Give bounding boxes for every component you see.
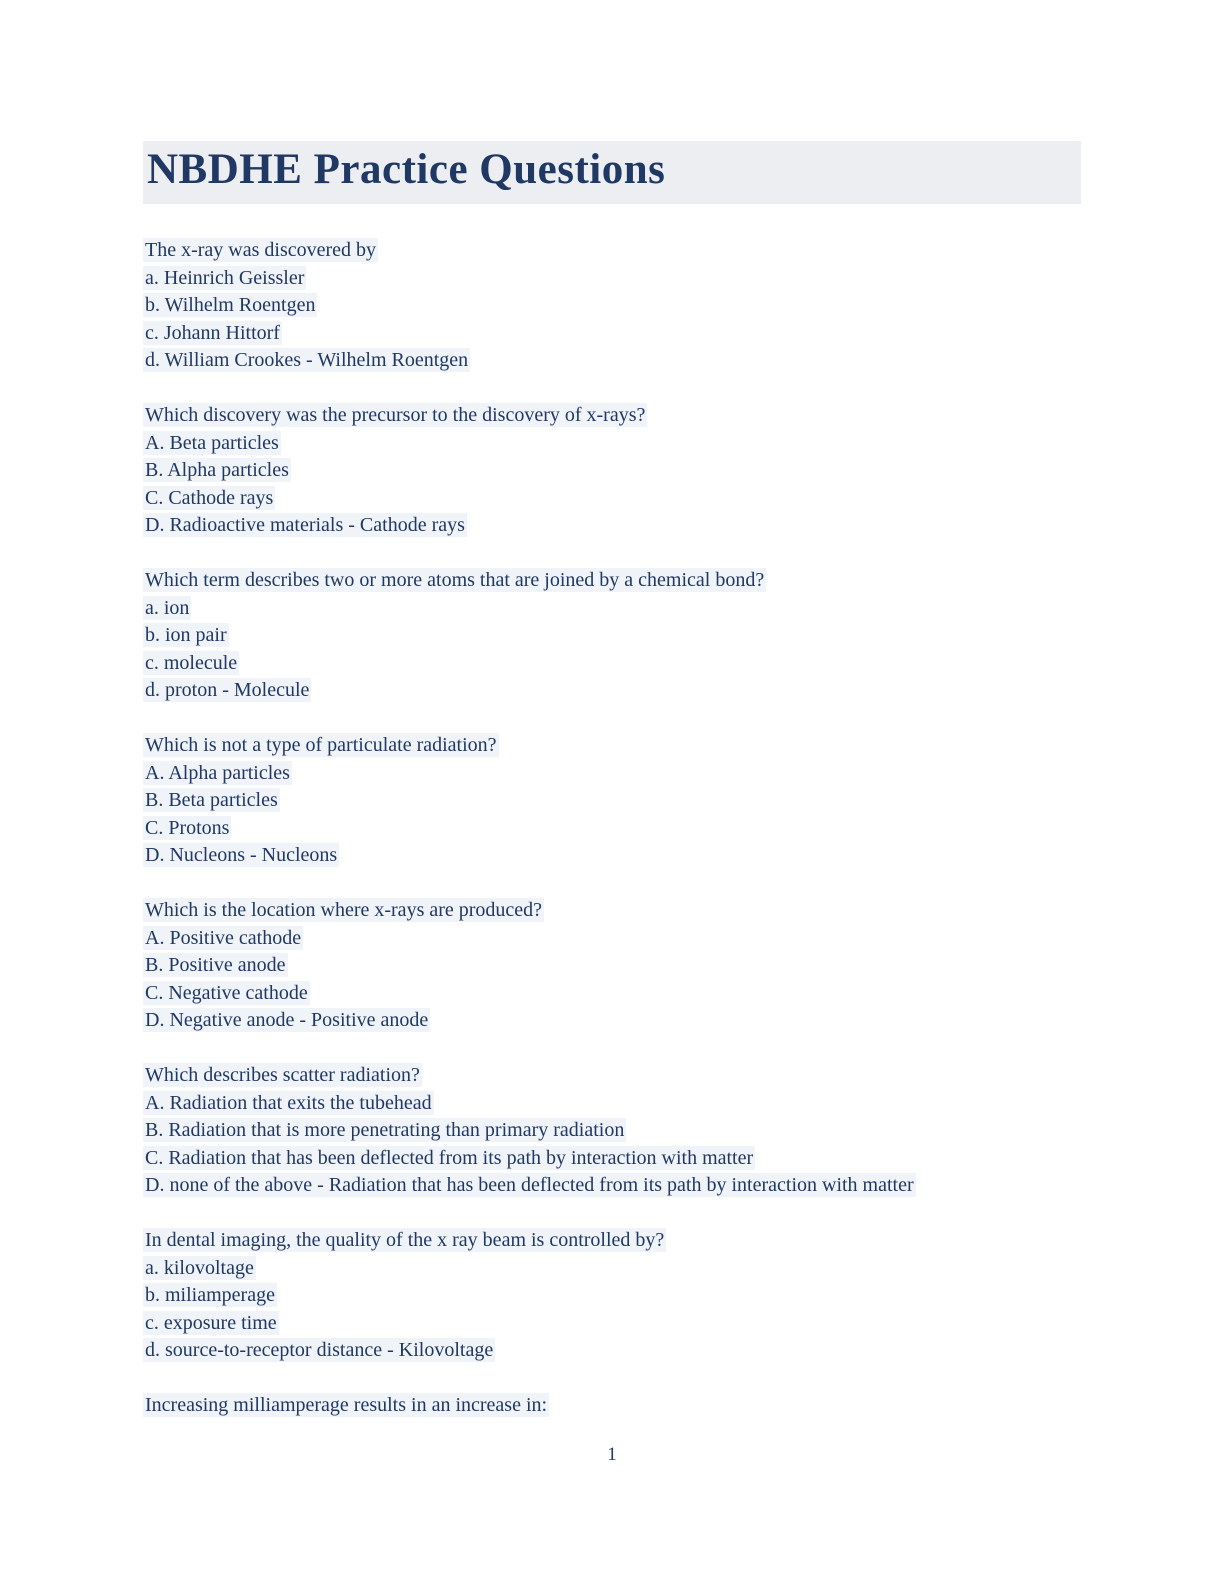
answer-option-line bbox=[143, 1007, 1081, 1035]
answer-option-line bbox=[143, 1145, 1081, 1173]
question-block bbox=[143, 1392, 1081, 1420]
question-text: Which describes scatter radiation? bbox=[145, 1064, 420, 1086]
answer-option: c. Johann Hittorf bbox=[145, 321, 280, 344]
question-block bbox=[143, 567, 1081, 705]
answer-option-line bbox=[143, 787, 1081, 815]
answer-option-line bbox=[143, 760, 1081, 788]
answer-option: C. Radiation that has been deflected from its path by interaction with matter bbox=[145, 1146, 754, 1169]
answer-option-line bbox=[143, 677, 1081, 705]
question-text: Which is not a type of particulate radiation? bbox=[145, 734, 497, 756]
answer-option-line bbox=[143, 1310, 1081, 1338]
answer-option: B. Beta particles bbox=[145, 789, 278, 811]
question-block bbox=[143, 1227, 1081, 1365]
answer-option: A. Alpha particles bbox=[145, 761, 290, 784]
question-line bbox=[143, 237, 1081, 265]
title-bar bbox=[143, 141, 1081, 204]
answer-option: d. source-to-receptor distance - Kilovoltage bbox=[145, 1339, 494, 1361]
page-number: 1 bbox=[607, 1444, 617, 1465]
answer-option-line bbox=[143, 952, 1081, 980]
question-block bbox=[143, 1062, 1081, 1200]
question-line bbox=[143, 732, 1081, 760]
page-title: NBDHE Practice Questions bbox=[147, 146, 666, 193]
question-block bbox=[143, 237, 1081, 375]
answer-option: A. Radiation that exits the tubehead bbox=[145, 1091, 432, 1114]
answer-option-line bbox=[143, 925, 1081, 953]
answer-option: b. ion pair bbox=[145, 624, 227, 646]
answer-option: D. Negative anode - Positive anode bbox=[145, 1009, 429, 1031]
answer-option-line bbox=[143, 485, 1081, 513]
question-line bbox=[143, 1062, 1081, 1090]
answer-option-line bbox=[143, 980, 1081, 1008]
answer-option: C. Cathode rays bbox=[145, 486, 274, 509]
answer-option-line bbox=[143, 622, 1081, 650]
question-line bbox=[143, 897, 1081, 925]
question-text: The x-ray was discovered by bbox=[145, 239, 377, 261]
answer-option: c. molecule bbox=[145, 651, 238, 674]
question-text: Increasing milliamperage results in an increase in: bbox=[145, 1394, 548, 1416]
question-line bbox=[143, 567, 1081, 595]
answer-option-line bbox=[143, 1090, 1081, 1118]
answer-option: A. Beta particles bbox=[145, 431, 279, 454]
answer-option-line bbox=[143, 1117, 1081, 1145]
answer-option: B. Positive anode bbox=[145, 954, 286, 976]
question-line bbox=[143, 1392, 1081, 1420]
answer-option: B. Radiation that is more penetrating than primary radiation bbox=[145, 1119, 625, 1141]
question-block bbox=[143, 732, 1081, 870]
answer-option-line bbox=[143, 430, 1081, 458]
answer-option-line bbox=[143, 1282, 1081, 1310]
answer-option-line bbox=[143, 265, 1081, 293]
answer-option-line bbox=[143, 815, 1081, 843]
question-text: Which discovery was the precursor to the discovery of x-rays? bbox=[145, 404, 646, 426]
question-text: Which term describes two or more atoms that are joined by a chemical bond? bbox=[145, 569, 765, 591]
answer-option: D. none of the above - Radiation that has been deflected from its path by interaction with matter bbox=[145, 1174, 914, 1196]
answer-option: D. Radioactive materials - Cathode rays bbox=[145, 514, 465, 536]
document-content bbox=[143, 141, 1081, 1447]
answer-option: b. miliamperage bbox=[145, 1284, 275, 1306]
answer-option-line bbox=[143, 1337, 1081, 1365]
answer-option-line bbox=[143, 292, 1081, 320]
answer-option-line bbox=[143, 1172, 1081, 1200]
answer-option: b. Wilhelm Roentgen bbox=[145, 294, 316, 316]
questions-list bbox=[143, 237, 1081, 1420]
answer-option: D. Nucleons - Nucleons bbox=[145, 844, 338, 866]
answer-option-line bbox=[143, 1255, 1081, 1283]
question-block bbox=[143, 402, 1081, 540]
answer-option-line bbox=[143, 650, 1081, 678]
question-line bbox=[143, 402, 1081, 430]
answer-option: a. Heinrich Geissler bbox=[145, 266, 305, 289]
question-block bbox=[143, 897, 1081, 1035]
answer-option-line bbox=[143, 347, 1081, 375]
answer-option: d. William Crookes - Wilhelm Roentgen bbox=[145, 349, 469, 371]
answer-option-line bbox=[143, 842, 1081, 870]
answer-option: B. Alpha particles bbox=[145, 459, 289, 481]
answer-option: c. exposure time bbox=[145, 1311, 277, 1334]
answer-option-line bbox=[143, 457, 1081, 485]
question-line bbox=[143, 1227, 1081, 1255]
question-text: Which is the location where x-rays are produced? bbox=[145, 899, 543, 921]
answer-option: C. Negative cathode bbox=[145, 981, 308, 1004]
answer-option: A. Positive cathode bbox=[145, 926, 302, 949]
answer-option: a. kilovoltage bbox=[145, 1256, 254, 1279]
answer-option: C. Protons bbox=[145, 816, 230, 839]
answer-option-line bbox=[143, 595, 1081, 623]
question-text: In dental imaging, the quality of the x ray beam is controlled by? bbox=[145, 1229, 665, 1251]
answer-option: d. proton - Molecule bbox=[145, 679, 310, 701]
answer-option-line bbox=[143, 512, 1081, 540]
answer-option-line bbox=[143, 320, 1081, 348]
answer-option: a. ion bbox=[145, 596, 190, 619]
